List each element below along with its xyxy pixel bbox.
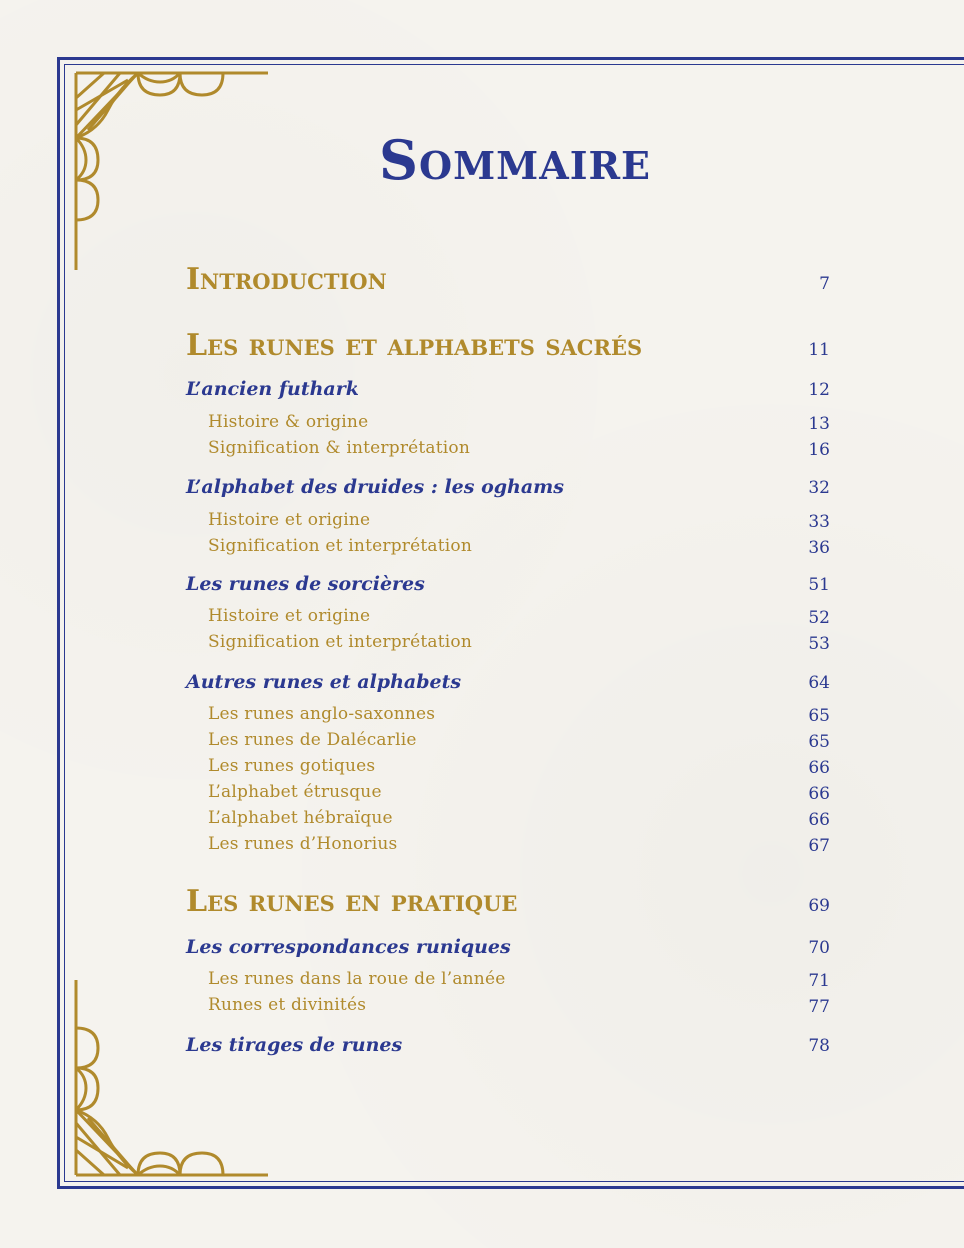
page-title: Sommaire bbox=[378, 128, 652, 192]
toc-entry-title: Les runes de Dalécarlie bbox=[208, 730, 417, 750]
toc-entry-part bbox=[186, 262, 830, 302]
toc-entry-title: Les runes anglo-saxonnes bbox=[208, 704, 436, 724]
toc-entry-title: Les runes et alphabets sacrés bbox=[186, 328, 643, 363]
toc-entry-page-number: 66 bbox=[808, 758, 830, 778]
toc-entry-title: Introduction bbox=[186, 262, 387, 297]
toc-entry-page-number: 51 bbox=[808, 575, 830, 595]
toc-entry-title: Les runes de sorcières bbox=[186, 573, 425, 595]
toc-entry-title: Autres runes et alphabets bbox=[186, 671, 462, 693]
toc-entry-section bbox=[186, 632, 830, 658]
toc-entry-page-number: 77 bbox=[808, 997, 830, 1017]
toc-entry-page-number: 7 bbox=[819, 274, 830, 294]
toc-entry-page-number: 33 bbox=[808, 512, 830, 532]
toc-entry-title: Histoire et origine bbox=[208, 606, 371, 626]
toc-entry-chapter bbox=[186, 1034, 830, 1060]
toc-entry-page-number: 70 bbox=[808, 938, 830, 958]
toc-entry-section bbox=[186, 536, 830, 562]
toc-entry-section bbox=[186, 510, 830, 536]
toc-entry-title: Les correspondances runiques bbox=[186, 936, 511, 958]
toc-entry-page-number: 13 bbox=[808, 414, 830, 434]
toc-entry-page-number: 71 bbox=[808, 971, 830, 991]
toc-entry-page-number: 65 bbox=[808, 706, 830, 726]
toc-entry-chapter bbox=[186, 936, 830, 962]
toc-entry-chapter bbox=[186, 573, 830, 599]
toc-entry-title: Les tirages de runes bbox=[186, 1034, 403, 1056]
toc-entry-title: Les runes en pratique bbox=[186, 884, 518, 919]
toc-entry-section bbox=[186, 782, 830, 808]
toc-entry-page-number: 78 bbox=[808, 1036, 830, 1056]
toc-entry-chapter bbox=[186, 378, 830, 404]
toc-entry-page-number: 32 bbox=[808, 478, 830, 498]
toc-entry-page-number: 16 bbox=[808, 440, 830, 460]
toc-entry-title: Histoire & origine bbox=[208, 412, 369, 432]
toc-entry-title: L’alphabet hébraïque bbox=[208, 808, 393, 828]
toc-entry-title: Signification et interprétation bbox=[208, 632, 472, 652]
toc-entry-page-number: 67 bbox=[808, 836, 830, 856]
toc-entry-title: Les runes gotiques bbox=[208, 756, 376, 776]
toc-entry-page-number: 66 bbox=[808, 810, 830, 830]
toc-entry-page-number: 11 bbox=[808, 340, 830, 360]
toc-entry-page-number: 53 bbox=[808, 634, 830, 654]
toc-entry-section bbox=[186, 756, 830, 782]
toc-entry-section bbox=[186, 438, 830, 464]
toc-entry-title: L’alphabet étrusque bbox=[208, 782, 382, 802]
toc-entry-section bbox=[186, 704, 830, 730]
toc-entry-title: L’alphabet des druides : les oghams bbox=[186, 476, 564, 498]
toc-entry-part bbox=[186, 328, 830, 368]
toc-entry-page-number: 36 bbox=[808, 538, 830, 558]
toc-entry-title: L’ancien futhark bbox=[186, 378, 359, 400]
toc-entry-title: Runes et divinités bbox=[208, 995, 367, 1015]
toc-entry-section bbox=[186, 730, 830, 756]
toc-entry-page-number: 66 bbox=[808, 784, 830, 804]
toc-entry-title: Signification & interprétation bbox=[208, 438, 471, 458]
toc-entry-page-number: 65 bbox=[808, 732, 830, 752]
toc-entry-title: Les runes d’Honorius bbox=[208, 834, 398, 854]
toc-entry-part bbox=[186, 884, 830, 924]
toc-entry-section bbox=[186, 969, 830, 995]
toc-entry-section bbox=[186, 834, 830, 860]
toc-entry-section bbox=[186, 412, 830, 438]
toc-entry-page-number: 64 bbox=[808, 673, 830, 693]
toc-entry-title: Signification et interprétation bbox=[208, 536, 472, 556]
toc-entry-chapter bbox=[186, 671, 830, 697]
toc-entry-page-number: 52 bbox=[808, 608, 830, 628]
toc-entry-title: Histoire et origine bbox=[208, 510, 371, 530]
toc-entry-title: Les runes dans la roue de l’année bbox=[208, 969, 506, 989]
toc-entry-section bbox=[186, 606, 830, 632]
toc-entry-page-number: 69 bbox=[808, 896, 830, 916]
toc-entry-chapter bbox=[186, 476, 830, 502]
toc-entry-section bbox=[186, 808, 830, 834]
toc-entry-section bbox=[186, 995, 830, 1021]
toc-entry-page-number: 12 bbox=[808, 380, 830, 400]
